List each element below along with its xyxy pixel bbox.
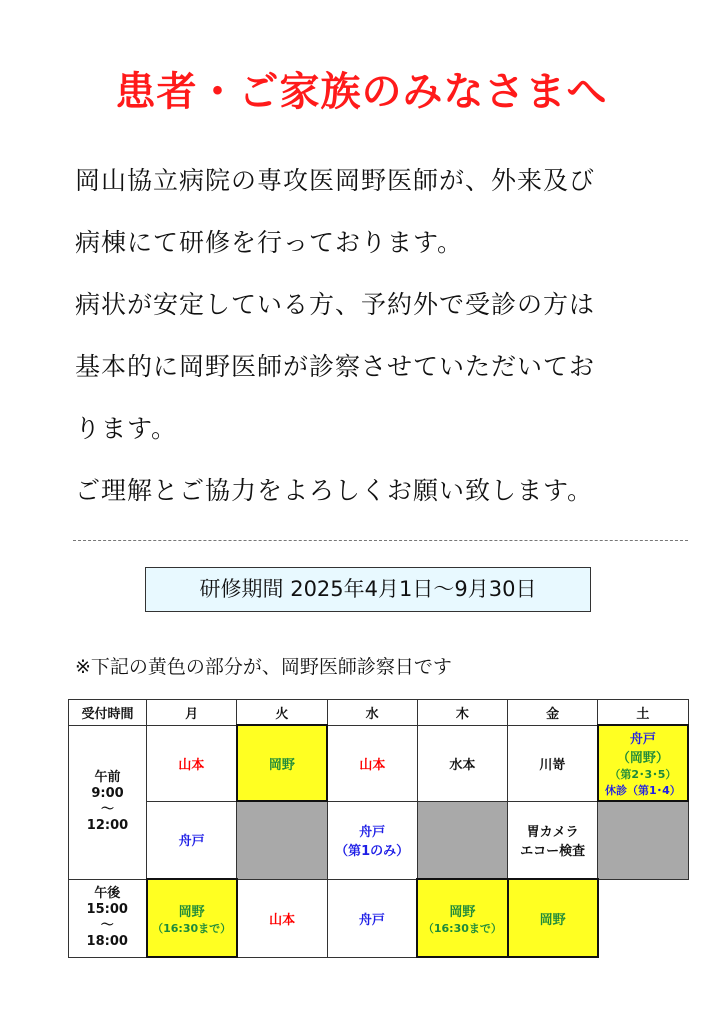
am2-wed-doctor — [327, 801, 417, 879]
header-thu: 木 — [417, 700, 507, 726]
training-period-box: 研修期間 2025年4月1日～9月30日 — [145, 567, 591, 612]
am-tue-doctor: 岡野 — [237, 725, 327, 801]
am2-thu-closed — [417, 801, 507, 879]
pm-start: 15:00 — [86, 902, 128, 917]
page-title: 患者・ご家族のみなさまへ — [115, 69, 608, 115]
table-header-row — [69, 700, 689, 726]
sat-weeks: （第2･3･5） — [609, 768, 677, 781]
am2-fri-gastroscopy: 胃カメラ — [526, 824, 579, 840]
header-reception-time: 受付時間 — [69, 700, 147, 726]
header-mon: 月 — [147, 700, 237, 726]
am-time-label — [69, 725, 147, 879]
am2-sat-closed — [598, 801, 688, 879]
pm-thu-note: （16:30まで） — [422, 921, 502, 935]
am-fri-doctor: 川嵜 — [508, 725, 598, 801]
body-line: 病棟にて研修を行っております。 — [75, 228, 464, 257]
body-line: ご理解とご協力をよろしくお願い致します。 — [75, 476, 594, 505]
am-tilde: ～ — [100, 802, 114, 817]
body-line: ります。 — [75, 414, 178, 443]
am-start: 9:00 — [91, 786, 124, 801]
body-line: 岡山協立病院の専攻医岡野医師が、外来及び — [75, 166, 596, 195]
body-line: 基本的に岡野医師が診察させていただいてお — [75, 352, 596, 381]
am-end: 12:00 — [86, 818, 129, 833]
table-row-am-1 — [69, 725, 689, 801]
header-sat: 土 — [598, 700, 688, 726]
am2-mon-doctor: 舟戸 — [147, 801, 237, 879]
am2-wed-name: 舟戸 — [359, 825, 386, 840]
body-line: 病状が安定している方、予約外で受診の方は — [75, 290, 596, 319]
table-row-am-2 — [69, 801, 689, 879]
sat-doctor: 舟戸 — [629, 732, 656, 747]
pm-time-label — [69, 879, 147, 957]
sat-sub-doctor: （岡野） — [616, 751, 669, 766]
pm-mon-doctor — [147, 879, 237, 957]
header-fri: 金 — [508, 700, 598, 726]
table-row-pm — [69, 879, 689, 957]
pm-wed-doctor: 舟戸 — [327, 879, 417, 957]
pm-tue-doctor: 山本 — [237, 879, 327, 957]
pm-label: 午後 — [94, 886, 121, 901]
am2-fri-echo: エコー検査 — [520, 843, 586, 859]
pm-thu-doctor — [417, 879, 507, 957]
pm-mon-name: 岡野 — [178, 904, 205, 920]
pm-fri-doctor: 岡野 — [508, 879, 598, 957]
am2-tue-closed — [237, 801, 327, 879]
am-wed-doctor: 山本 — [327, 725, 417, 801]
header-wed: 水 — [327, 700, 417, 726]
schedule-note: ※下記の黄色の部分が、岡野医師診察日です — [75, 656, 452, 678]
schedule-table — [68, 699, 689, 958]
sat-closed-weeks: 休診（第1･4） — [604, 784, 681, 797]
pm-end: 18:00 — [86, 934, 128, 949]
pm-mon-note: （16:30まで） — [152, 921, 232, 935]
am2-wed-note: （第1のみ） — [335, 844, 410, 859]
pm-sat-empty — [598, 879, 688, 957]
am-mon-doctor: 山本 — [147, 725, 237, 801]
am-thu-doctor: 水本 — [417, 725, 507, 801]
header-tue: 火 — [237, 700, 327, 726]
dashed-divider — [73, 540, 688, 541]
notice-body — [75, 150, 685, 522]
am2-fri-exam — [508, 801, 598, 879]
am-sat-doctor — [598, 725, 688, 801]
pm-tilde: ～ — [100, 918, 114, 933]
pm-thu-name: 岡野 — [449, 904, 476, 920]
am-label: 午前 — [94, 770, 121, 785]
